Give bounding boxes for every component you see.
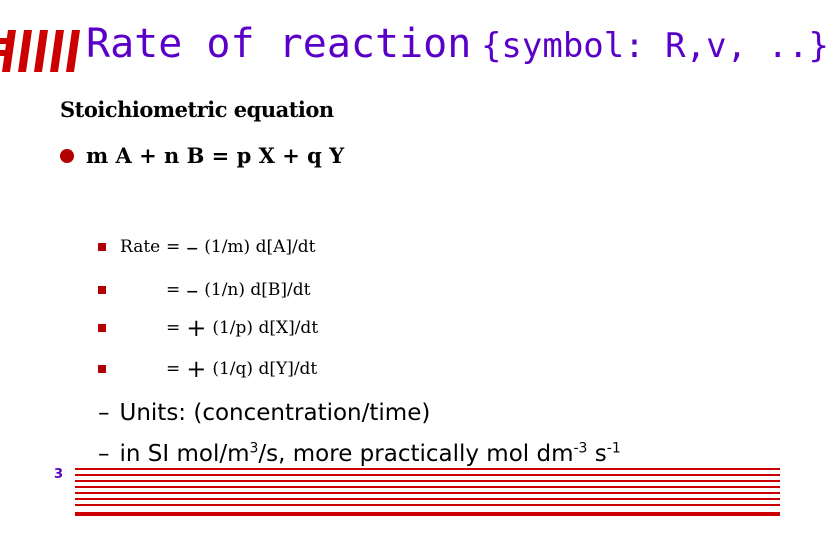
rate-equals: = xyxy=(166,318,181,338)
rate-expression: (1/q) d[Y]/dt xyxy=(212,359,318,379)
si-exponent-2: -3 xyxy=(573,440,588,457)
rate-row-x xyxy=(98,316,318,340)
rate-sign: + xyxy=(186,314,207,342)
rate-label: Rate xyxy=(120,237,161,257)
rate-sign: – xyxy=(186,233,199,261)
title-stripes-decoration xyxy=(0,30,80,72)
square-bullet-icon xyxy=(98,365,106,373)
rate-equals: = xyxy=(166,280,181,300)
dash-bullet: – xyxy=(98,441,110,467)
units-text: Units: (concentration/time) xyxy=(119,400,431,426)
rate-row-b xyxy=(98,278,311,302)
square-bullet-icon xyxy=(98,324,106,332)
rate-expression: (1/p) d[X]/dt xyxy=(212,318,319,338)
rate-expression: (1/n) d[B]/dt xyxy=(204,280,311,300)
round-bullet-icon xyxy=(60,149,74,163)
si-prefix: in SI mol/m xyxy=(119,441,250,467)
dash-bullet: – xyxy=(98,400,110,426)
rate-sign: – xyxy=(186,276,199,304)
slide-title xyxy=(86,21,829,67)
si-middle-2: s xyxy=(587,441,607,467)
square-bullet-icon xyxy=(98,243,106,251)
si-middle: /s, more practically mol dm xyxy=(258,441,574,467)
rate-sign: + xyxy=(186,355,207,383)
stoichiometric-equation: m A + n B = p X + q Y xyxy=(86,143,345,168)
footer-lines-decoration xyxy=(75,460,780,520)
square-bullet-icon xyxy=(98,286,106,294)
si-exponent-1: 3 xyxy=(249,440,259,457)
slide-title-main: Rate of reaction xyxy=(86,21,472,67)
page-number: 3 xyxy=(54,467,64,482)
slide-title-sub: {symbol: R,v, ..} xyxy=(480,26,829,66)
rate-equals: = xyxy=(166,359,181,379)
rate-expression: (1/m) d[A]/dt xyxy=(204,237,316,257)
rate-row-y xyxy=(98,357,317,381)
equation-bullet xyxy=(60,143,344,168)
si-exponent-3: -1 xyxy=(606,440,621,457)
rate-row-a xyxy=(98,235,315,259)
rate-equals: = xyxy=(166,237,181,257)
units-line xyxy=(98,400,430,426)
subheading: Stoichiometric equation xyxy=(60,97,334,122)
